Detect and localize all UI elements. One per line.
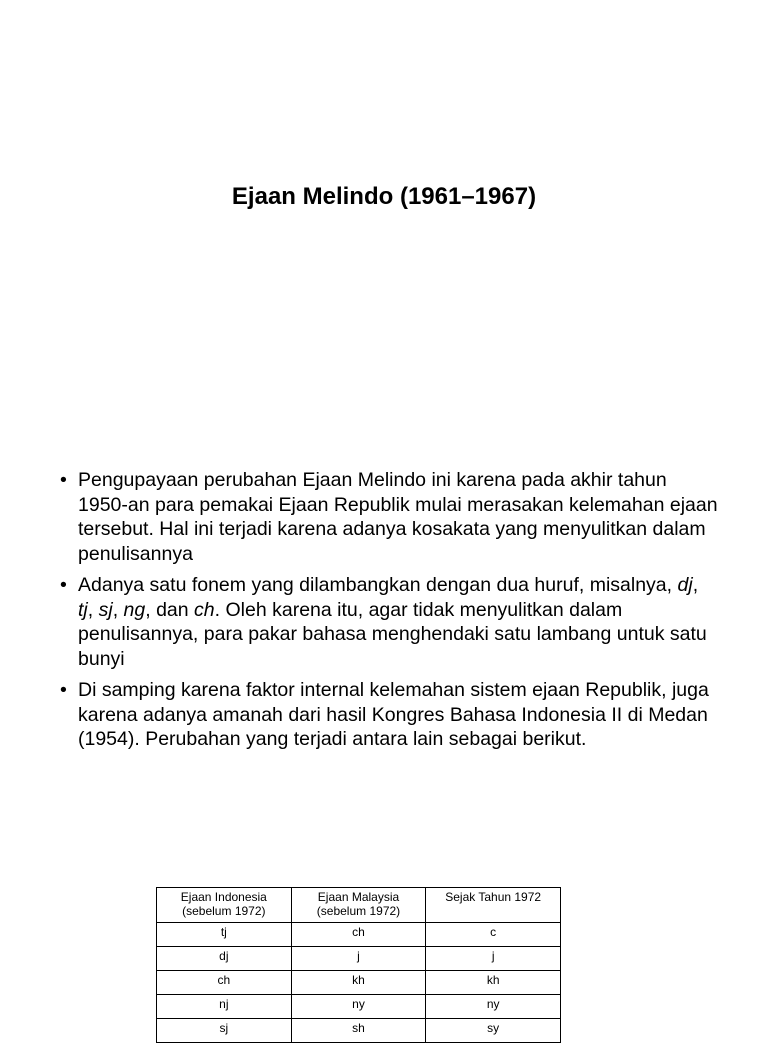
table-row (157, 923, 561, 947)
table-row (157, 1019, 561, 1043)
table-header-row (157, 888, 561, 923)
table-cell: kh (291, 971, 426, 995)
bullet-text-tail: . Oleh karena itu, agar tidak menyulitkan dalam penulisannya, para pakar bahasa menghendaki satu lambang untuk satu bunyi (78, 598, 707, 670)
bullet-dot-icon: • (60, 469, 67, 491)
table-row (157, 971, 561, 995)
example-digraph: tj (78, 598, 88, 621)
column-header: Sejak Tahun 1972 (426, 888, 561, 923)
bullet-dot-icon: • (60, 574, 67, 596)
bullet-item (58, 678, 718, 752)
table-row (157, 995, 561, 1019)
table-cell: c (426, 923, 561, 947)
table-cell: ny (426, 995, 561, 1019)
example-digraph: ng (123, 598, 146, 621)
column-header: Ejaan Indonesia (sebelum 1972) (157, 888, 292, 923)
example-digraph: sj (98, 598, 113, 621)
column-header: Ejaan Malaysia (sebelum 1972) (291, 888, 426, 923)
table-cell: ny (291, 995, 426, 1019)
example-digraph: ch (194, 598, 215, 621)
conjunction: dan (156, 598, 189, 621)
table-cell: ch (157, 971, 292, 995)
slide-title: Ejaan Melindo (1961–1967) (231, 183, 537, 210)
table-cell: kh (426, 971, 561, 995)
table-cell: ch (291, 923, 426, 947)
bullet-item: • Adanya satu fonem yang dilambangkan dengan dua huruf, misalnya, dj, tj, sj, ng, dan ch. Oleh karena itu, agar tidak menyulitkan dalam penulisannya, para pakar bahasa menghendaki satu lambang untuk satu bunyi (60, 574, 707, 670)
table-cell: j (291, 947, 426, 971)
table-cell: sy (426, 1019, 561, 1043)
table-cell: sj (157, 1019, 292, 1043)
bullet-text: Pengupayaan perubahan Ejaan Melindo ini karena pada akhir tahun 1950-an para pemakai Ejaan Republik mulai merasakan kelemahan ejaan tersebut. Hal ini terjadi karena adanya kosakata yang menyulitkan dalam penulisannya (78, 469, 718, 565)
table-cell: j (426, 947, 561, 971)
bullet-item (58, 468, 718, 566)
table-cell: dj (157, 947, 292, 971)
bullet-list (58, 468, 718, 759)
example-digraph: dj (677, 574, 693, 596)
table-cell: nj (157, 995, 292, 1019)
bullet-dot-icon: • (60, 679, 67, 701)
spelling-comparison-table (156, 887, 561, 1043)
bullet-text: Adanya satu fonem yang dilambangkan dengan dua huruf, misalnya, (78, 574, 673, 596)
table-cell: tj (157, 923, 292, 947)
table-row (157, 947, 561, 971)
table-cell: sh (291, 1019, 426, 1043)
bullet-text: Di samping karena faktor internal kelemahan sistem ejaan Republik, juga karena adanya amanah dari hasil Kongres Bahasa Indonesia II di Medan (1954). Perubahan yang terjadi antara lain sebagai berikut. (78, 679, 709, 750)
